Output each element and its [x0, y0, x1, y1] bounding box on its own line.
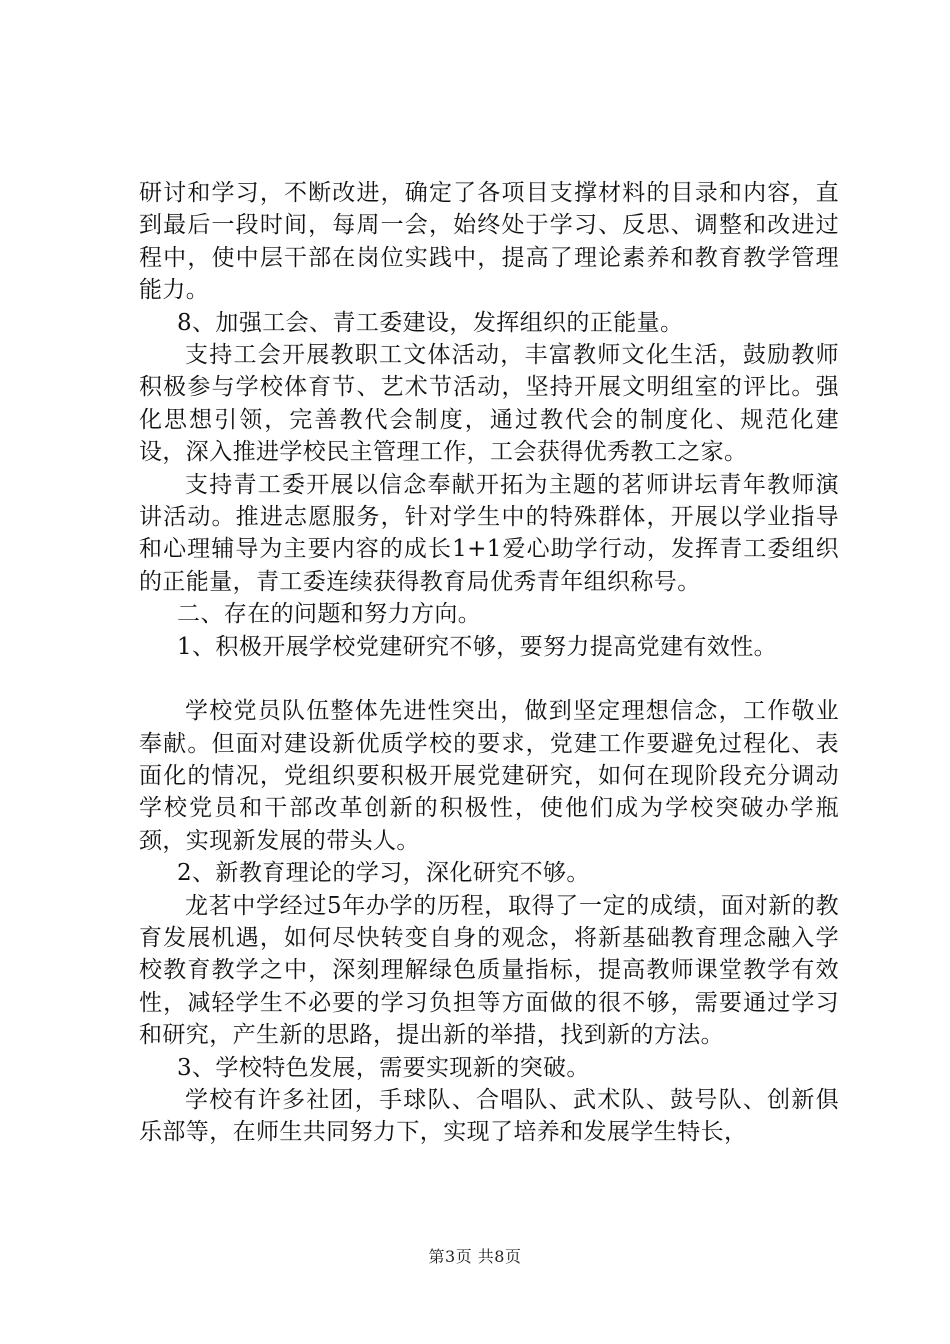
section-item-8: 8、加强工会、青工委建设，发挥组织的正能量。 — [177, 309, 684, 336]
paragraph-school-features: 学校有许多社团，手球队、合唱队、武术队、鼓号队、创新俱乐部等，在师生共同努力下，实现了培养和发展学生特长， — [139, 1086, 839, 1146]
paragraph-union: 支持工会开展教职工文体活动，丰富教师文化生活，鼓励教师积极参与学校体育节、艺术节活动，坚持开展文明组室的评比。强化思想引领，完善教代会制度，通过教代会的制度化、规范化建设，深入推进学校民主管理工作，工会获得优秀教工之家。 — [139, 342, 839, 466]
page-number-footer: 第3页 共8页 — [428, 1247, 522, 1266]
problem-item-3: 3、学校特色发展，需要实现新的突破。 — [177, 1054, 590, 1081]
problem-item-1: 1、积极开展学校党建研究不够，要努力提高党建有效性。 — [177, 633, 778, 660]
paragraph-party-building: 学校党员队伍整体先进性突出，做到坚定理想信念，工作敬业奉献。但面对建设新优质学校的要求，党建工作要避免过程化、表面化的情况，党组织要积极开展党建研究，如何在现阶段充分调动学校党员和干部改革创新的积极性，使他们成为学校突破办学瓶颈，实现新发展的带头人。 — [139, 698, 839, 854]
paragraph-youth-committee: 支持青工委开展以信念奉献开拓为主题的茗师讲坛青年教师演讲活动。推进志愿服务，针对学生中的特殊群体，开展以学业指导和心理辅导为主要内容的成长1+1爱心助学行动，发挥青工委组织的正能量，青工委连续获得教育局优秀青年组织称号。 — [139, 471, 839, 595]
problem-item-2: 2、新教育理论的学习，深化研究不够。 — [177, 860, 590, 887]
document-body — [139, 177, 839, 1149]
section-heading-problems: 二、存在的问题和努力方向。 — [177, 601, 482, 628]
paragraph-education-theory: 龙茗中学经过5年办学的历程，取得了一定的成绩，面对新的教育发展机遇，如何尽快转变自身的观念，将新基础教育理念融入学校教育教学之中，深刻理解绿色质量指标，提高教师课堂教学有效性，减轻学生不必要的学习负担等方面做的很不够，需要通过学习和研究，产生新的思路，提出新的举措，找到新的方法。 — [139, 892, 839, 1049]
paragraph-continuation: 研讨和学习，不断改进，确定了各项目支撑材料的目录和内容，直到最后一段时间，每周一会，始终处于学习、反思、调整和改进过程中，使中层干部在岗位实践中，提高了理论素养和教育教学管理能力。 — [139, 180, 839, 304]
